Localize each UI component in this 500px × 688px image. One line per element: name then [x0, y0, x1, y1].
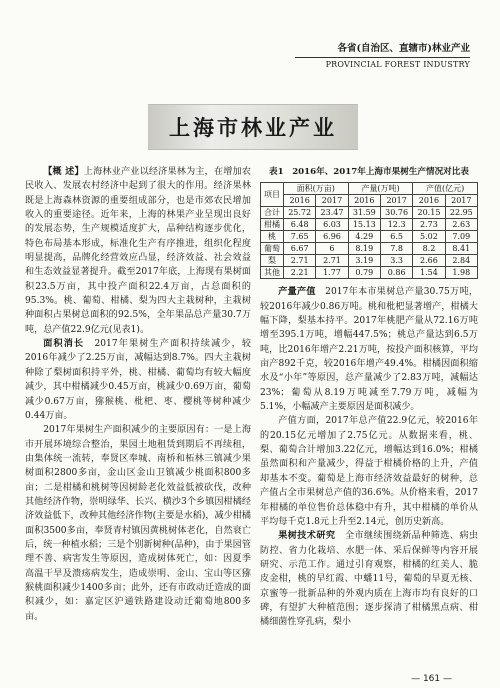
output-subhead: 产量产值 — [278, 286, 316, 298]
table-row — [261, 207, 478, 219]
table-row — [261, 231, 478, 243]
table-cell: 6.03 — [316, 219, 348, 231]
page-title: 上海市林业产业 — [169, 115, 337, 140]
table-cell: 8.41 — [445, 243, 477, 255]
table-cell: 2.71 — [283, 255, 315, 267]
table-cell: 6.5 — [380, 231, 412, 243]
table-row-label: 梨 — [261, 255, 284, 267]
table-cell: 3.3 — [380, 255, 412, 267]
right-column — [260, 165, 478, 630]
table-cell: 1.98 — [445, 267, 477, 279]
table-year: 2016 — [283, 195, 315, 207]
overview-label: 【概 述】 — [43, 166, 84, 177]
table-cell: 2.71 — [316, 255, 348, 267]
table-header-value: 产值(亿元) — [413, 183, 478, 195]
table-cell: 6 — [316, 243, 348, 255]
table-cell: 7.65 — [283, 231, 315, 243]
area-paragraph: 面积消长 2017年果树生产面积持续减少，较2016年减少了2.25万亩，减幅达到8.7%。四大主栽树种除了梨树面积持平外，桃、柑橘、葡萄均有较大幅度减少，其中柑橘减少0.45万亩，桃减少0.69万亩，葡萄减少0.67万亩，猕猴桃、枇杷、枣、樱桃等树种减少0.44万亩。 — [25, 338, 251, 421]
table-cell: 4.29 — [348, 231, 380, 243]
section-title: 各省(自治区、直辖市)林业产业 — [337, 43, 470, 54]
table-cell: 2.66 — [413, 255, 445, 267]
table-cell: 22.95 — [445, 207, 477, 219]
table-cell: 5.02 — [413, 231, 445, 243]
table-year: 2017 — [316, 195, 348, 207]
table-cell: 12.3 — [380, 219, 412, 231]
table-cell: 30.76 — [380, 207, 412, 219]
table-cell: 2.73 — [413, 219, 445, 231]
section-title-en: PROVINCIAL FOREST INDUSTRY — [295, 57, 470, 69]
tech-paragraph: 果树技术研究 全市继续围绕新品种筛选、病虫防控、省力化栽培、水肥一体、采后保鲜等内容开展研究、示范工作。通过引育观察，柑橘的红美人、脆皮金柑，桃的早红霞、中蟠11号，葡萄的早夏无核、京蜜等一批新品种的外观内质在上海市均有良好的口碑，有望扩大种植范围；逐步探清了柑橘黑点病、柑橘细菌性穿孔病，梨小 — [260, 530, 478, 628]
table-cell: 15.13 — [348, 219, 380, 231]
reasons-paragraph: 2017年果树生产面积减少的主要原因有：一是上海市开展环境综合整治，果园土地租赁到期后不再续租，由集体统一流转，奉贤区奉城、南桥和柘林三镇减少果树面积2800多亩，金山区金山卫镇减少桃面积800多亩；二是柑橘和桃树等因树龄老化效益低被砍伐，改种其他经济作物，崇明绿华、长兴、横沙3个乡镇因柑橘经济效益低下，改种其他经济作物(主要是水稻)，减少柑橘面积3500多亩，奉贤青村镇因黄桃树体老化，自然衰亡后，统一种植水稻；三是个别新树种(品种)，由于果园管理不善、病害发生等原因，造成树体死亡，如：因夏季高温干旱及溃疡病发生，造成崇明、金山、宝山等区猕猴桃面积减少1400多亩；此外，还有市政动迁造成的面积减少，如：嘉定区沪通铁路建设动迁葡萄地800多亩。 — [25, 425, 251, 622]
table-row — [261, 219, 478, 231]
table-row — [261, 243, 478, 255]
table-cell: 2.63 — [445, 219, 477, 231]
table-cell: 7.8 — [380, 243, 412, 255]
area-subhead: 面积消长 — [43, 338, 85, 350]
table-row — [261, 255, 478, 267]
table-row-label: 其他 — [261, 267, 284, 279]
table-cell: 0.86 — [380, 267, 412, 279]
table-cell: 6.48 — [283, 219, 315, 231]
running-head — [295, 40, 470, 69]
fruit-production-table — [260, 182, 478, 279]
table-cell: 20.15 — [413, 207, 445, 219]
left-column — [25, 165, 251, 624]
page-number: — 161 — — [411, 674, 452, 684]
table-cell: 8.2 — [413, 243, 445, 255]
table-cell: 6.96 — [316, 231, 348, 243]
overview-paragraph: 【概 述】上海林业产业以经济果林为主，在增加农民收入、发展农村经济中起到了很大的作用。经济果林既是上海森林资源的重要组成部分，也是市郊农民增加收入的重要途径。近年来，上海的林果产业呈现出良好的发展态势，生产规模适度扩大，品种结构逐步优化，特色布局基本形成，标准化生产有序推进，组织化程度明显提高，品牌化经营效应凸显，经济效益、社会效益和生态效益显著提升。截至2017年底，上海现有果树面积23.5万亩，其中投产面积22.4万亩，占总面积的95.3%。桃、葡萄、柑橘、梨为四大主栽树种，主栽树种面积占果树总面积的92.5%，全年果品总产量30.7万吨，总产值22.9亿元(见表1)。 — [25, 166, 251, 335]
table-cell: 1.54 — [413, 267, 445, 279]
table-cell: 7.09 — [445, 231, 477, 243]
table-year: 2017 — [380, 195, 412, 207]
table-cell: 25.72 — [283, 207, 315, 219]
title-banner — [148, 104, 358, 150]
table-row-label: 柑橘 — [261, 219, 284, 231]
table-row-label: 葡萄 — [261, 243, 284, 255]
table-header-area: 面积(万亩) — [283, 183, 348, 195]
table-cell: 2.21 — [283, 267, 315, 279]
table-cell: 2.84 — [445, 255, 477, 267]
table-caption: 表1 2016年、2017年上海市果树生产情况对比表 — [269, 167, 469, 177]
table-cell: 31.59 — [348, 207, 380, 219]
table-cell: 8.19 — [348, 243, 380, 255]
table-year: 2016 — [348, 195, 380, 207]
table-year: 2017 — [445, 195, 477, 207]
table-cell: 0.79 — [348, 267, 380, 279]
value-paragraph: 产值方面，2017年总产值22.9亿元，较2016年的20.15亿元增加了2.75亿元。从数据来看，桃、梨、葡萄合计增加3.22亿元，增幅达到16.0%；柑橘虽然面积和产量减少，得益于柑橘价格的上升，产值却基本不变。葡萄是上海市经济效益最好的树种，总产值占全市果树总产值的36.6%。从价格来看，2017年柑橘的单位售价总体稳中有升，其中柑橘的单价从平均每千克1.8元上升至2.14元，创历史新高。 — [260, 416, 478, 527]
table-year: 2016 — [413, 195, 445, 207]
table-header-item: 项目 — [261, 183, 284, 207]
tech-subhead: 果树技术研究 — [278, 530, 336, 542]
table-cell: 6.67 — [283, 243, 315, 255]
table-row-label: 合计 — [261, 207, 284, 219]
table-row — [261, 267, 478, 279]
table-row-label: 桃 — [261, 231, 284, 243]
output-paragraph: 产量产值 2017年本市果树总产量30.75万吨，较2016年减少0.86万吨。桃和枇杷显著增产，柑橘大幅下降，梨基本持平。2017年桃肥产量从72.16万吨增至395.1万吨，增幅447.5%；桃总产量达到6.5万吨，比2016年增产2.21万吨，按投产面积核算，平均亩产892千克，较2016年增产49.4%。柑橘因面积缩水及“小年”等原因，总产量减少了2.83万吨，减幅达23%；葡萄从8.19万吨减至7.79万吨，减幅为5.1%，小幅减产主要原因是面积减少。 — [260, 286, 478, 413]
table-cell: 1.77 — [316, 267, 348, 279]
table-cell: 23.47 — [316, 207, 348, 219]
table-cell: 3.19 — [348, 255, 380, 267]
table-header-output: 产量(万吨) — [348, 183, 413, 195]
